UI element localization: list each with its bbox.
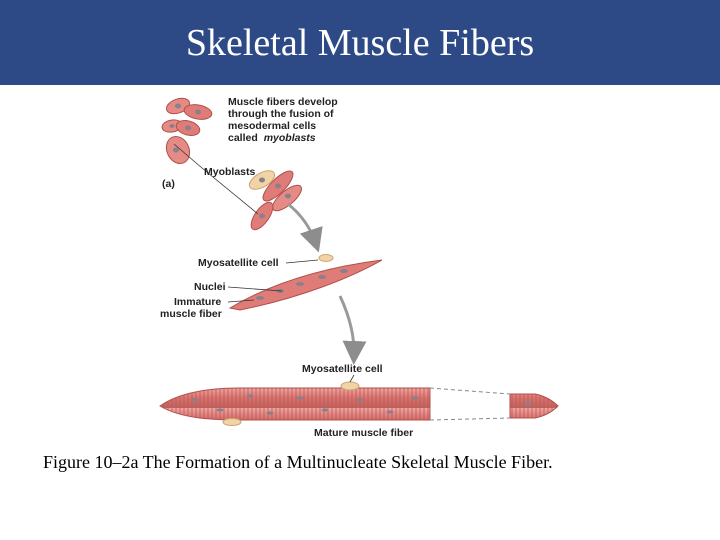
mature-muscle-fiber [160, 382, 558, 426]
label-myoblasts: Myoblasts [204, 166, 256, 178]
intro-line-3: mesodermal cells [228, 120, 317, 132]
figure-caption: Figure 10–2a The Formation of a Multinucleate Skeletal Muscle Fiber. [43, 452, 553, 472]
intro-called: called [228, 132, 258, 144]
slide-title: Skeletal Muscle Fibers [185, 21, 535, 64]
intro-line-1: Muscle fibers develop [228, 96, 338, 108]
label-immature-line1: Immature [174, 296, 222, 308]
arrow-fusion [288, 204, 316, 244]
intro-line-2: through the fusion of [228, 108, 334, 120]
panel-label: (a) [162, 178, 175, 190]
label-mature-fiber: Mature muscle fiber [314, 427, 414, 439]
label-nuclei: Nuclei [194, 281, 226, 293]
figure-diagram [150, 88, 570, 443]
slide-header [0, 0, 720, 85]
intro-line-4 [228, 132, 316, 144]
myoblast-cluster [161, 95, 213, 167]
intro-term-myoblasts: myoblasts [263, 132, 316, 144]
label-immature-line2: muscle fiber [160, 308, 222, 320]
arrow-maturation [340, 296, 354, 356]
label-myosatellite-cell-2: Myosatellite cell [302, 363, 383, 375]
muscle-formation-diagram [150, 88, 570, 443]
label-myosatellite-cell-1: Myosatellite cell [198, 257, 279, 269]
